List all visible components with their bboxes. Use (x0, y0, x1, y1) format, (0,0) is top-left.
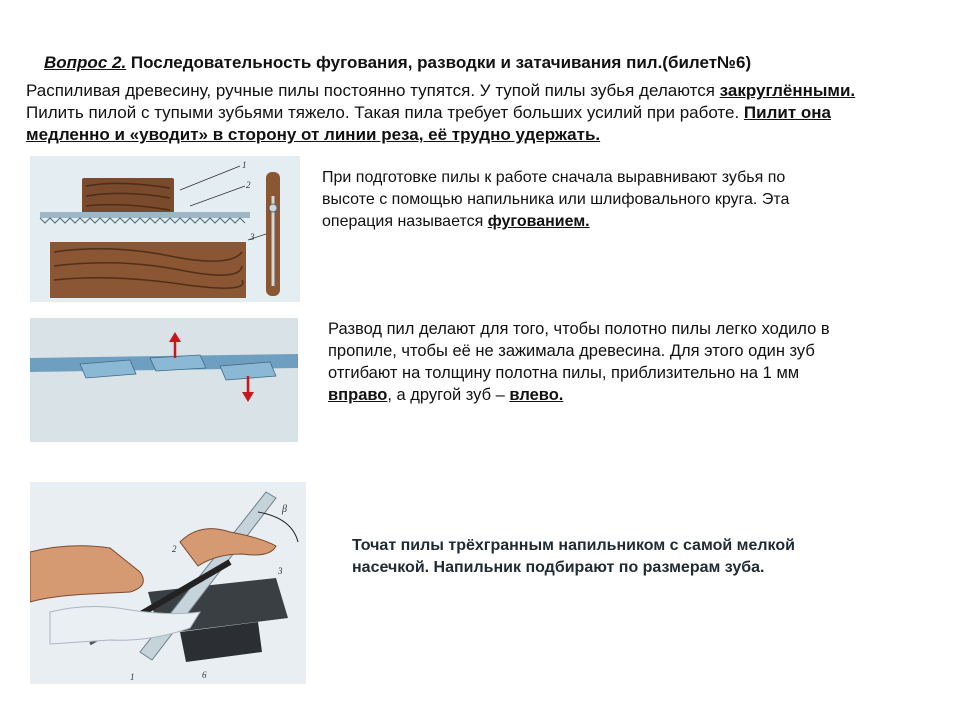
setting-emphasis-left: влево. (509, 386, 564, 404)
intro-emphasis-2: Пилит она медленно и «уводит» в сторону от линии реза, её трудно удержать. (26, 103, 831, 144)
intro-text-1: Распиливая древесину, ручные пилы постоянно тупятся. У тупой пилы зубья делаются (26, 81, 720, 100)
fig3-label-1: 1 (130, 672, 135, 682)
fig1-label-3: 3 (250, 232, 255, 242)
sharpening-paragraph: Точат пилы трёхгранным напильником с самой мелкой насечкой. Напильник подбирают по размерам зуба. (352, 537, 795, 576)
setting-text-2: , а другой зуб – (387, 386, 510, 404)
fig3-label-3: 3 (278, 566, 283, 576)
jointing-emphasis: фугованием. (487, 213, 590, 230)
question-label: Вопрос 2. (44, 53, 127, 72)
fig3-label-beta: β (282, 504, 287, 515)
jointing-text: При подготовке пилы к работе сначала выравнивают зубья по высоте с помощью напильника или шлифовального круга. Эта операция называется (322, 169, 790, 230)
intro-emphasis-1: закруглёнными. (719, 81, 856, 100)
fig3-label-6: 6 (202, 670, 207, 680)
title-text: Последовательность фугования, разводки и затачивания пил.(билет№6) (126, 53, 752, 72)
intro-paragraph (26, 80, 916, 146)
fig3-label-2: 2 (172, 544, 177, 554)
setting-emphasis-right: вправо (328, 386, 388, 404)
fig1-label-2: 2 (246, 180, 251, 190)
tooth-setting-illustration (30, 318, 298, 442)
jointing-illustration (30, 156, 300, 302)
setting-text-1: Развод пил делают для того, чтобы полотно пилы легко ходило в пропиле, чтобы её не зажимала древесина. Для этого один зуб отгибают на толщину полотна пилы, приблизительно на 1 мм (328, 320, 830, 382)
setting-paragraph (328, 318, 848, 406)
intro-text-2: Пилить пилой с тупыми зубьями тяжело. Такая пила требует больших усилий при работе. (26, 103, 744, 122)
fig1-label-1: 1 (242, 160, 247, 170)
sharpening-illustration (30, 482, 306, 684)
page-title (44, 52, 924, 74)
jointing-paragraph (322, 167, 802, 233)
